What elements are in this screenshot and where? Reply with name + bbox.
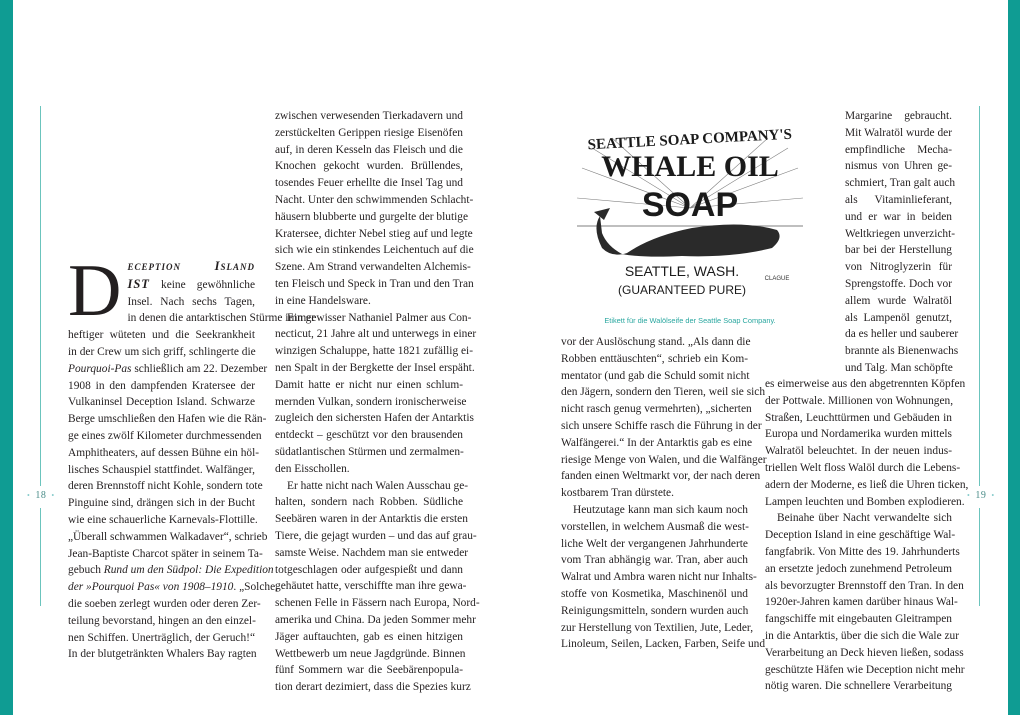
- page-number-right-text: 19: [975, 490, 987, 501]
- text-line: mentator (und gab die Schuld somit nicht: [561, 369, 750, 382]
- text-line: Pinguine sind, drängen sich in der Bucht: [68, 497, 255, 510]
- text-line: entdeckt – geschützt vor den brausenden: [275, 429, 463, 442]
- text-line: triellen Welt floss Walöl durch die Lebens-: [765, 461, 961, 474]
- left-margin-rule-lower: [40, 508, 41, 606]
- text-line: winzigen Schaluppe, hatte 1821 zufällig ei-: [275, 345, 474, 358]
- text-line: Beinahe über Nacht verwandelte sich: [777, 512, 952, 525]
- text-line: nicht rasch genug vermehrten), „sicherten: [561, 403, 752, 416]
- text-line: als Lampenöl genutzt,: [845, 311, 952, 324]
- folio-dot-icon: •: [27, 491, 31, 500]
- text-line: südatlantischen Stürmen und zermalmen-: [275, 445, 464, 458]
- label-guaranteed-pure: (GUARANTEED PURE): [617, 283, 747, 297]
- text-line: ten Fleisch und Speck in Tran und den Tran: [275, 277, 474, 290]
- text-line: Reinigungsmitteln, sondern wurden auch: [561, 604, 749, 617]
- text-line: vor der Auslöschung stand. „Als dann die: [561, 336, 751, 348]
- text-line: riesige Menge von Walen, und die Walfänger: [561, 453, 767, 466]
- text-line: wie eine schauerliche Karnevals-Flottille.: [68, 513, 258, 526]
- text-line: zugleich den sichersten Hafen der Antarktis: [275, 412, 474, 425]
- text-line: sich unsere Schiffe rasch die Führung in der: [561, 419, 762, 432]
- right-margin-rule-upper: [979, 106, 980, 486]
- text-line: Knochen gekocht wurden. Brüllendes,: [275, 160, 463, 173]
- page-number-left-text: 18: [35, 490, 47, 501]
- text-line: zur Herstellung von Textilien, Jute, Leder,: [561, 621, 754, 634]
- text-line: als bevorzugter Brennstoff den Tran. In den: [765, 579, 964, 592]
- text-line: nen Spalt in der Bergkette der Insel erspäht.: [275, 361, 475, 374]
- text-line: teilung bevorstand, hingen an den einzel-: [68, 614, 256, 627]
- text-line: mernden Vulkan, sondern ironischerweise: [275, 395, 467, 408]
- text-line: tosendes Feuer erhellte die Insel Tag und: [275, 177, 463, 190]
- text-line: deren Brennstoff nicht Kohle, sondern tote: [68, 480, 263, 493]
- text-line: in der Crew um sich griff, schlingerte die: [68, 345, 256, 358]
- text-line: geschützte Häfen wie Deception nicht mehr: [765, 663, 965, 676]
- text-line: Seebären waren in der Antarktis die ersten: [275, 513, 468, 526]
- text-line: die soeben zerlegt wurden oder deren Zer-: [68, 597, 261, 610]
- text-line: Er hatte nicht nach Walen Ausschau ge-: [287, 479, 469, 492]
- text-column-2: [275, 108, 480, 696]
- text-line: kostbarem Tran dürstete.: [561, 487, 674, 500]
- text-line: Amphitheaters, auf dessen Bühne ein höl-: [68, 446, 260, 459]
- text-line: Jean-Baptiste Charcot später in seinem Ta-: [68, 547, 263, 560]
- text-line: schenen Felle in Fässern nach Europa, Nord-: [275, 597, 480, 610]
- text-line: Nacht. Unter den schwimmenden Schlacht-: [275, 193, 474, 206]
- text-line: in eine Handelsware.: [275, 294, 371, 307]
- text-line: sich wie ein stinkendes Leichentuch auf die: [275, 244, 474, 257]
- text-line: ge eines zwölf Kilometer durchmessenden: [68, 429, 262, 442]
- label-soap: SOAP: [641, 186, 739, 224]
- text-line: In der blutgetränkten Whalers Bay ragten: [68, 648, 257, 661]
- text-line: den Jägern, sondern den Tieren, weil sie sich: [561, 386, 766, 399]
- text-line: gebuch Rund um den Südpol: Die Expedition: [68, 564, 274, 577]
- text-line: den Eisschollen.: [275, 462, 350, 475]
- text-line: Walratöl beleuchtet. In der neuen indus-: [765, 445, 952, 458]
- text-line: Jäger auftauchten, gab es einen hitzigen: [275, 630, 463, 643]
- right-margin-rule-lower: [979, 508, 980, 606]
- drop-cap: D: [68, 250, 122, 332]
- folio-dot-icon: •: [967, 491, 971, 500]
- text-line: an ersetzte jedoch zunehmend Petroleum: [765, 562, 952, 575]
- text-line: stoffe von Kosmetika, Maschinenöl und: [561, 587, 748, 600]
- text-line: liche Welt der vergangenen Jahrhunderte: [561, 537, 748, 550]
- text-line: zerstückelten Gerippen riesige Eisenöfen: [275, 126, 463, 139]
- text-line: der »Pourquoi Pas« von 1908–1910. „Solche,: [68, 581, 278, 594]
- text-line: Ein gewisser Nathaniel Palmer aus Con-: [287, 311, 472, 324]
- left-edge-accent-bar: [0, 0, 13, 715]
- text-line: Walrat und Ambra waren nicht nur Inhalts-: [561, 571, 757, 584]
- text-line: necticut, 21 Jahre alt und unterwegs in einer: [275, 328, 477, 341]
- text-line: auf, in deren Kesseln das Fleisch und die: [275, 143, 463, 156]
- text-line: zwischen verwesenden Tierkadavern und: [275, 110, 463, 122]
- text-line: nen Schiffen. Unerträglich, der Geruch!“: [68, 631, 255, 644]
- text-line: nismus von Uhren ge-: [845, 160, 952, 173]
- text-line: Kratersee, dichter Nebel stieg auf und legte: [275, 227, 473, 240]
- text-column-3: [561, 334, 767, 653]
- text-line: allem wurde Walratöl: [845, 294, 952, 307]
- text-line: Heutzutage kann man sich kaum noch: [573, 503, 748, 516]
- folio-dot-icon: •: [51, 491, 55, 500]
- right-edge-accent-bar: [1008, 0, 1020, 715]
- text-line: Sprengstoffe. Doch vor: [845, 277, 952, 290]
- folio-dot-icon: •: [991, 491, 995, 500]
- text-line: in denen die antarktischen Stürme immer: [127, 312, 316, 325]
- text-line: und Talg. Man schöpfte: [845, 361, 953, 374]
- opening-smallcaps: eception Island: [127, 259, 255, 273]
- text-line: Szene. Am Strand verwandelten Alchemis-: [275, 261, 471, 274]
- text-line: in die Antarktis, über die sich die Wale zur: [765, 629, 960, 642]
- text-line: fangschiffe mit eingebauten Gleitrampen: [765, 613, 952, 626]
- text-line: Insel. Nach sechs Tagen,: [127, 295, 255, 308]
- text-line: Mit Walratöl wurde der: [845, 126, 952, 139]
- text-line: von Nitroglyzerin für: [845, 261, 952, 274]
- text-line: Europa und Nordamerika wurden mittels: [765, 428, 952, 441]
- text-line: totgeschlagen oder aufgespießt und dann: [275, 563, 463, 576]
- text-line: als Vitaminlieferant,: [845, 193, 952, 206]
- text-line: Pourquoi-Pas schließlich am 22. Dezember: [68, 362, 268, 375]
- opening-line: IST keine gewöhnliche: [127, 276, 255, 291]
- artist-signature: CLAGUE: [764, 276, 790, 282]
- text-line: Margarine gebraucht.: [845, 110, 952, 122]
- text-line: vom Tran abhängig war. Tran, aber auch: [561, 554, 748, 567]
- text-line: Deception Island in eine geschäftige Wal-: [765, 529, 956, 542]
- text-line: Damit hatte er nicht nur einen schlum-: [275, 378, 463, 391]
- text-line: bar bei der Herstellung: [845, 244, 952, 257]
- text-line: 1908 in den dampfenden Kratersee der: [68, 379, 255, 392]
- text-line: adern der Moderne, es ließ die Uhren ticken,: [765, 478, 969, 491]
- whale-tail: [594, 208, 610, 220]
- text-line: vorstellen, in welchem Ausmaß die west-: [561, 520, 749, 533]
- text-line: es eimerweise aus den abgetrennten Köpfen: [765, 378, 966, 390]
- text-line: Verarbeitung an Deck hieven ließen, sodass: [765, 646, 964, 659]
- text-line: Vulkaninsel Deception Island. Schwarze: [68, 396, 255, 409]
- label-city: SEATTLE, WASH.: [624, 263, 740, 279]
- text-line: Tiere, die gejagt wurden – und das auf grau-: [275, 529, 477, 542]
- figure-caption: Etikett für die Walölseife der Seattle Soap Company.: [604, 316, 776, 325]
- text-line: samste Weise. Nachdem man sie entweder: [275, 546, 469, 559]
- text-line: Robben enttäuschten“, schrieb ein Kom-: [561, 352, 748, 365]
- text-line: fanden einen Weltmarkt vor, der nach deren: [561, 470, 761, 483]
- text-line: empfindliche Mecha-: [845, 143, 952, 156]
- text-line: amerika und China. Da jeden Sommer mehr: [275, 613, 476, 626]
- left-margin-rule-upper: [40, 106, 41, 486]
- text-line: Lampen leuchten und Bomben explodieren.: [765, 495, 965, 508]
- text-line: Weltkriegen unverzicht-: [845, 227, 956, 240]
- text-line: 1920er-Jahren kamen darüber hinaus Wal-: [765, 596, 958, 609]
- text-line: tion derart dezimiert, dass die Spezies kurz: [275, 681, 471, 694]
- text-line: brannte als Bienenwachs: [845, 345, 959, 358]
- text-line: halten, sondern nach Robben. Südliche: [275, 496, 463, 509]
- text-column-4: [765, 376, 969, 695]
- label-company-name: SEATTLE SOAP COMPANY'S: [587, 126, 793, 154]
- text-line: fangfabrik. Von Mitte des 19. Jahrhunderts: [765, 545, 960, 558]
- text-line: fünf Sommern war die Seebärenpopula-: [275, 664, 463, 677]
- text-line: gehäutet hatte, verschiffte man ihre gewa-: [275, 580, 467, 593]
- whale-oil-soap-label-illustration: [572, 108, 808, 300]
- page-number-left: [22, 490, 60, 501]
- text-line: nötig waren. Die schnellere Verarbeitung: [765, 680, 952, 693]
- text-line: Linoleum, Seilen, Lacken, Farben, Seife und: [561, 638, 766, 651]
- text-line: Straßen, Leuchttürmen und Gebäuden in: [765, 411, 952, 424]
- text-line: Berge umschließen den Hafen wie die Rän-: [68, 413, 267, 426]
- text-line: und er war in beiden: [845, 210, 952, 223]
- text-line: schmiert, Tran galt auch: [845, 177, 956, 190]
- text-line: da es heller und sauberer: [845, 328, 959, 341]
- text-line: häusern blubberte und gurgelte der blutige: [275, 210, 469, 223]
- text-line: „Überall schwammen Walkadaver“, schrieb: [68, 530, 268, 543]
- text-column-4-wrap: [845, 108, 959, 377]
- label-whale-oil: WHALE OIL: [601, 150, 779, 183]
- text-line: Wettbewerb um neue Jagdgründe. Binnen: [275, 647, 466, 660]
- text-line: heftiger wüteten und die Seekrankheit: [68, 329, 255, 342]
- text-line: Walfängerei.“ In der Antarktis gab es eine: [561, 436, 753, 449]
- text-line: der Pottwale. Millionen von Wohnungen,: [765, 394, 954, 407]
- text-line: lisches Schauspiel stattfindet. Walfänger,: [68, 463, 255, 476]
- page-number-right: [962, 490, 1000, 501]
